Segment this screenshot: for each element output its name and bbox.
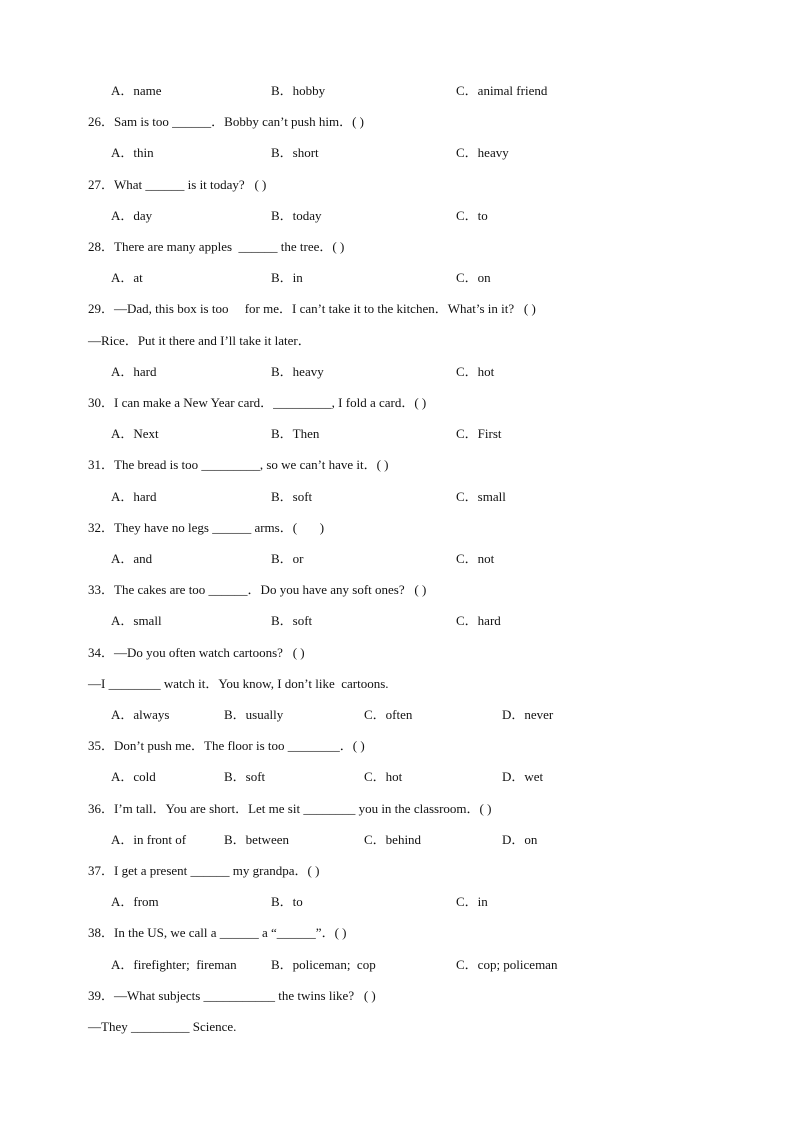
answer-option[interactable]: C．animal friend — [456, 83, 548, 98]
answer-option[interactable]: D．never — [502, 707, 554, 722]
answer-option[interactable]: A．small — [111, 613, 162, 628]
question-text: 27．What ______ is it today? ( ) — [88, 177, 267, 192]
answer-option[interactable]: B．Then — [271, 426, 320, 441]
answer-option[interactable]: B．between — [224, 832, 289, 847]
answer-option[interactable]: A．in front of — [111, 832, 187, 847]
dialogue-line: —I ________ watch it．You know, I don’t like cartoons. — [88, 676, 389, 691]
question-text: 33．The cakes are too ______．Do you have any soft ones? ( ) — [88, 582, 427, 597]
question-text: 35．Don’t push me．The floor is too ________．( ) — [88, 738, 365, 753]
question-text: 38．In the US, we call a ______ a “______”．( ) — [88, 925, 347, 940]
answer-option[interactable]: C．to — [456, 208, 488, 223]
answer-option[interactable]: A．hard — [111, 364, 157, 379]
answer-option[interactable]: B．soft — [271, 489, 313, 504]
answer-option[interactable]: C．First — [456, 426, 502, 441]
answer-option[interactable]: B．hobby — [271, 83, 326, 98]
answer-option[interactable]: C．hot — [456, 364, 495, 379]
answer-option[interactable]: B．or — [271, 551, 304, 566]
answer-option[interactable]: C．heavy — [456, 145, 509, 160]
answer-option[interactable]: B．in — [271, 270, 303, 285]
answer-option[interactable]: A．day — [111, 208, 153, 223]
answer-option[interactable]: C．small — [456, 489, 506, 504]
question-text: 37．I get a present ______ my grandpa．( ) — [88, 863, 320, 878]
answer-option[interactable]: C．in — [456, 894, 488, 909]
question-text: 30．I can make a New Year card．_________, I fold a card．( ) — [88, 395, 427, 410]
answer-option[interactable]: B．soft — [271, 613, 313, 628]
answer-option[interactable]: C．not — [456, 551, 495, 566]
answer-option[interactable]: A．hard — [111, 489, 157, 504]
answer-option[interactable]: C．behind — [364, 832, 422, 847]
question-text: 32．They have no legs ______ arms．( ) — [88, 520, 325, 535]
answer-option[interactable]: C．hard — [456, 613, 501, 628]
answer-option[interactable]: A．always — [111, 707, 170, 722]
answer-option[interactable]: A．firefighter; fireman — [111, 957, 237, 972]
dialogue-line: —Rice．Put it there and I’ll take it later． — [88, 333, 311, 348]
answer-option[interactable]: A．at — [111, 270, 143, 285]
answer-option[interactable]: D．on — [502, 832, 538, 847]
answer-option[interactable]: C．cop; policeman — [456, 957, 558, 972]
question-text: 28．There are many apples ______ the tree．( ) — [88, 239, 345, 254]
dialogue-line: —They _________ Science. — [88, 1019, 237, 1034]
answer-option[interactable]: B．heavy — [271, 364, 324, 379]
question-text: 34．—Do you often watch cartoons? ( ) — [88, 645, 305, 660]
answer-option[interactable]: B．to — [271, 894, 303, 909]
answer-option[interactable]: B．short — [271, 145, 319, 160]
answer-option[interactable]: C．on — [456, 270, 491, 285]
question-text: 36．I’m tall．You are short．Let me sit ________ you in the classroom．( ) — [88, 801, 492, 816]
question-text: 39．—What subjects ___________ the twins like? ( ) — [88, 988, 376, 1003]
answer-option[interactable]: A．thin — [111, 145, 154, 160]
answer-option[interactable]: C．hot — [364, 769, 403, 784]
answer-option[interactable]: B．usually — [224, 707, 284, 722]
answer-option[interactable]: A．and — [111, 551, 153, 566]
answer-option[interactable]: A．Next — [111, 426, 159, 441]
answer-option[interactable]: D．wet — [502, 769, 544, 784]
answer-option[interactable]: A．from — [111, 894, 159, 909]
answer-option[interactable]: B．policeman; cop — [271, 957, 376, 972]
question-text: 26．Sam is too ______．Bobby can’t push him．( ) — [88, 114, 365, 129]
answer-option[interactable]: C．often — [364, 707, 413, 722]
question-text: 29．—Dad, this box is too for me．I can’t take it to the kitchen．What’s in it? ( ) — [88, 301, 536, 316]
answer-option[interactable]: B．today — [271, 208, 322, 223]
question-text: 31．The bread is too _________, so we can’t have it．( ) — [88, 457, 389, 472]
answer-option[interactable]: A．name — [111, 83, 162, 98]
answer-option[interactable]: B．soft — [224, 769, 266, 784]
answer-option[interactable]: A．cold — [111, 769, 156, 784]
